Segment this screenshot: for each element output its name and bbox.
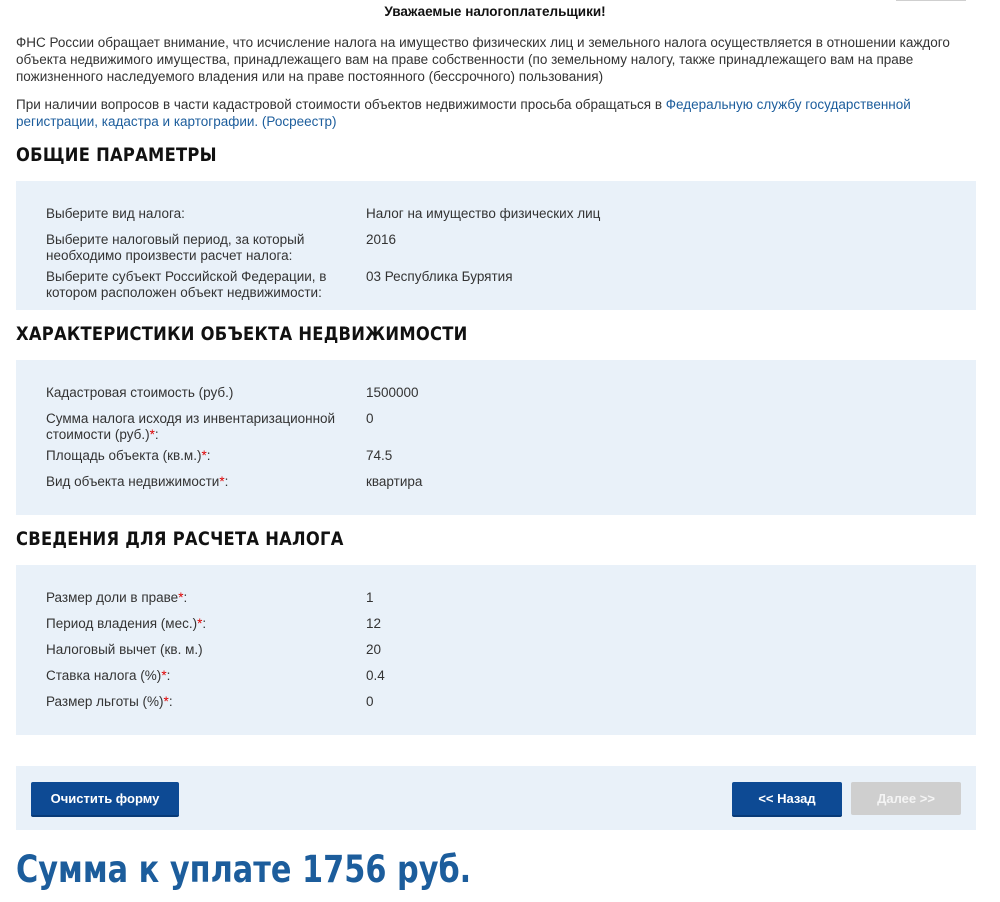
tax-period-select[interactable]: 2016 xyxy=(366,232,397,247)
deduction-field[interactable]: 20 xyxy=(366,642,382,657)
rosreestr-paragraph xyxy=(16,96,976,130)
param-label: Ставка налога (%)*: xyxy=(46,668,171,683)
area-field[interactable]: 74.5 xyxy=(366,448,393,463)
rosreestr-link[interactable]: Федеральную службу государственной регистрации, кадастра и картографии. (Росреестр) xyxy=(16,97,911,129)
general-params-heading: ОБЩИЕ ПАРАМЕТРЫ xyxy=(16,144,217,166)
region-select[interactable]: 03 Республика Бурятия xyxy=(366,269,513,284)
param-label: Налоговый вычет (кв. м.) xyxy=(46,642,203,657)
calc-heading: СВЕДЕНИЯ ДЛЯ РАСЧЕТА НАЛОГА xyxy=(16,528,344,550)
property-panel xyxy=(16,360,976,515)
param-label: Сумма налога исходя из инвентаризационной стоимости (руб.)*: xyxy=(46,411,336,442)
param-label: Выберите вид налога: xyxy=(46,206,185,221)
top-corner-line xyxy=(896,0,966,1)
param-label: Период владения (мес.)*: xyxy=(46,616,207,631)
clear-form-button[interactable]: Очистить форму xyxy=(31,782,179,817)
cadastral-value-field[interactable]: 1500000 xyxy=(366,385,419,400)
required-mark: * xyxy=(149,427,155,442)
button-bar xyxy=(16,766,976,830)
param-label: Размер льготы (%)*: xyxy=(46,694,173,709)
param-label: Выберите субъект Российской Федерации, в котором расположен объект недвижимости: xyxy=(46,269,327,300)
tax-type-select[interactable]: Налог на имущество физических лиц xyxy=(366,206,601,221)
calc-panel xyxy=(16,565,976,735)
back-button[interactable]: << Назад xyxy=(732,782,842,817)
rosreestr-text: При наличии вопросов в части кадастровой стоимости объектов недвижимости просьба обращаться в xyxy=(16,97,666,112)
required-mark: * xyxy=(161,668,167,683)
required-mark: * xyxy=(163,694,169,709)
param-label: Площадь объекта (кв.м.)*: xyxy=(46,448,211,463)
param-label: Кадастровая стоимость (руб.) xyxy=(46,385,234,400)
next-button[interactable]: Далее >> xyxy=(851,782,961,815)
param-label: Размер доли в праве*: xyxy=(46,590,188,605)
property-heading: ХАРАКТЕРИСТИКИ ОБЪЕКТА НЕДВИЖИМОСТИ xyxy=(16,323,468,345)
inventory-tax-field[interactable]: 0 xyxy=(366,411,374,426)
param-label: Вид объекта недвижимости*: xyxy=(46,474,229,489)
notice-paragraph: ФНС России обращает внимание, что исчисление налога на имущество физических лиц и земельного налога осуществляется в отношении каждого объекта недвижимого имущества, принадлежащего вам на праве собственности (по земельному налогу, также принадлежащего вам на праве пожизненного наследуемого владения или на праве постоянного (бессрочного) пользования) xyxy=(16,35,950,84)
param-label: Выберите налоговый период, за который необходимо произвести расчет налога: xyxy=(46,232,305,263)
total-amount: Сумма к уплате 1756 руб. xyxy=(16,848,472,891)
general-params-panel xyxy=(16,181,976,310)
benefit-field[interactable]: 0 xyxy=(366,694,374,709)
notice-title: Уважаемые налогоплательщики! xyxy=(384,4,606,19)
required-mark: * xyxy=(201,448,207,463)
required-mark: * xyxy=(197,616,203,631)
ownership-period-field[interactable]: 12 xyxy=(366,616,382,631)
required-mark: * xyxy=(178,590,184,605)
share-field[interactable]: 1 xyxy=(366,590,374,605)
property-type-select[interactable]: квартира xyxy=(366,474,423,489)
tax-rate-field[interactable]: 0.4 xyxy=(366,668,385,683)
required-mark: * xyxy=(219,474,225,489)
